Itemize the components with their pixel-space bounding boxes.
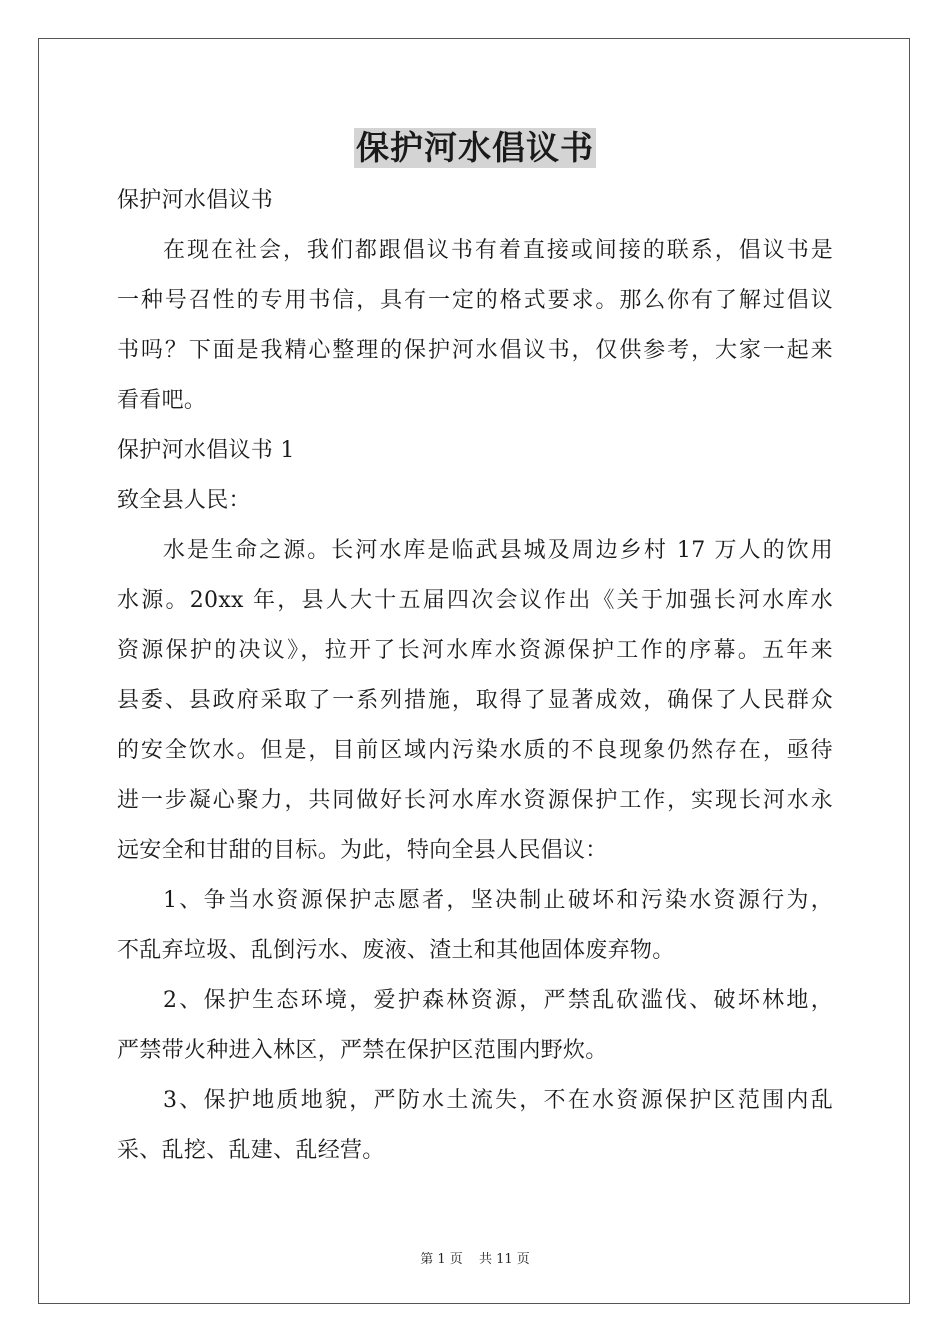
paragraph-line: 水源。20xx 年，县人大十五届四次会议作出《关于加强长河水库水 bbox=[117, 588, 833, 613]
paragraph-line: 在现在社会，我们都跟倡议书有着直接或间接的联系，倡议书是 bbox=[163, 238, 833, 263]
list-item-line: 采、乱挖、乱建、乱经营。 bbox=[117, 1138, 385, 1163]
page-total: 共 11 页 bbox=[478, 1252, 530, 1267]
paragraph-line: 远安全和甘甜的目标。为此，特向全县人民倡议： bbox=[117, 838, 608, 863]
document-title: 保护河水倡议书 bbox=[356, 128, 594, 167]
list-item-line: 严禁带火种进入林区，严禁在保护区范围内野炊。 bbox=[117, 1038, 608, 1063]
paragraph-line: 进一步凝心聚力，共同做好长河水库水资源保护工作，实现长河水永 bbox=[117, 788, 833, 813]
paragraph-line: 水是生命之源。长河水库是临武县城及周边乡村 17 万人的饮用 bbox=[163, 538, 833, 563]
paragraph-line: 一种号召性的专用书信，具有一定的格式要求。那么你有了解过倡议 bbox=[117, 288, 833, 313]
paragraph-line: 县委、县政府采取了一系列措施，取得了显著成效，确保了人民群众 bbox=[117, 688, 833, 713]
page-footer bbox=[0, 1248, 950, 1267]
paragraph-line: 的安全饮水。但是，目前区域内污染水质的不良现象仍然存在，亟待 bbox=[117, 738, 833, 763]
list-item-line: 1、争当水资源保护志愿者，坚决制止破坏和污染水资源行为， bbox=[163, 888, 833, 913]
title-wrap bbox=[0, 128, 950, 168]
list-item-line: 2、保护生态环境，爱护森林资源，严禁乱砍滥伐、破坏林地， bbox=[163, 988, 833, 1013]
document-body bbox=[117, 176, 833, 1176]
list-item-line: 不乱弃垃圾、乱倒污水、废液、渣土和其他固体废弃物。 bbox=[117, 938, 675, 963]
list-item-line: 3、保护地质地貌，严防水土流失，不在水资源保护区范围内乱 bbox=[163, 1088, 833, 1113]
section-heading: 保护河水倡议书 1 bbox=[117, 438, 295, 463]
page-number: 第 1 页 bbox=[420, 1252, 463, 1267]
salutation: 致全县人民： bbox=[117, 488, 251, 513]
paragraph-line: 书吗？下面是我精心整理的保护河水倡议书，仅供参考，大家一起来 bbox=[117, 338, 833, 363]
subtitle-line: 保护河水倡议书 bbox=[117, 188, 274, 213]
paragraph-line: 资源保护的决议》，拉开了长河水库水资源保护工作的序幕。五年来 bbox=[117, 638, 833, 663]
paragraph-line: 看看吧。 bbox=[117, 388, 207, 413]
